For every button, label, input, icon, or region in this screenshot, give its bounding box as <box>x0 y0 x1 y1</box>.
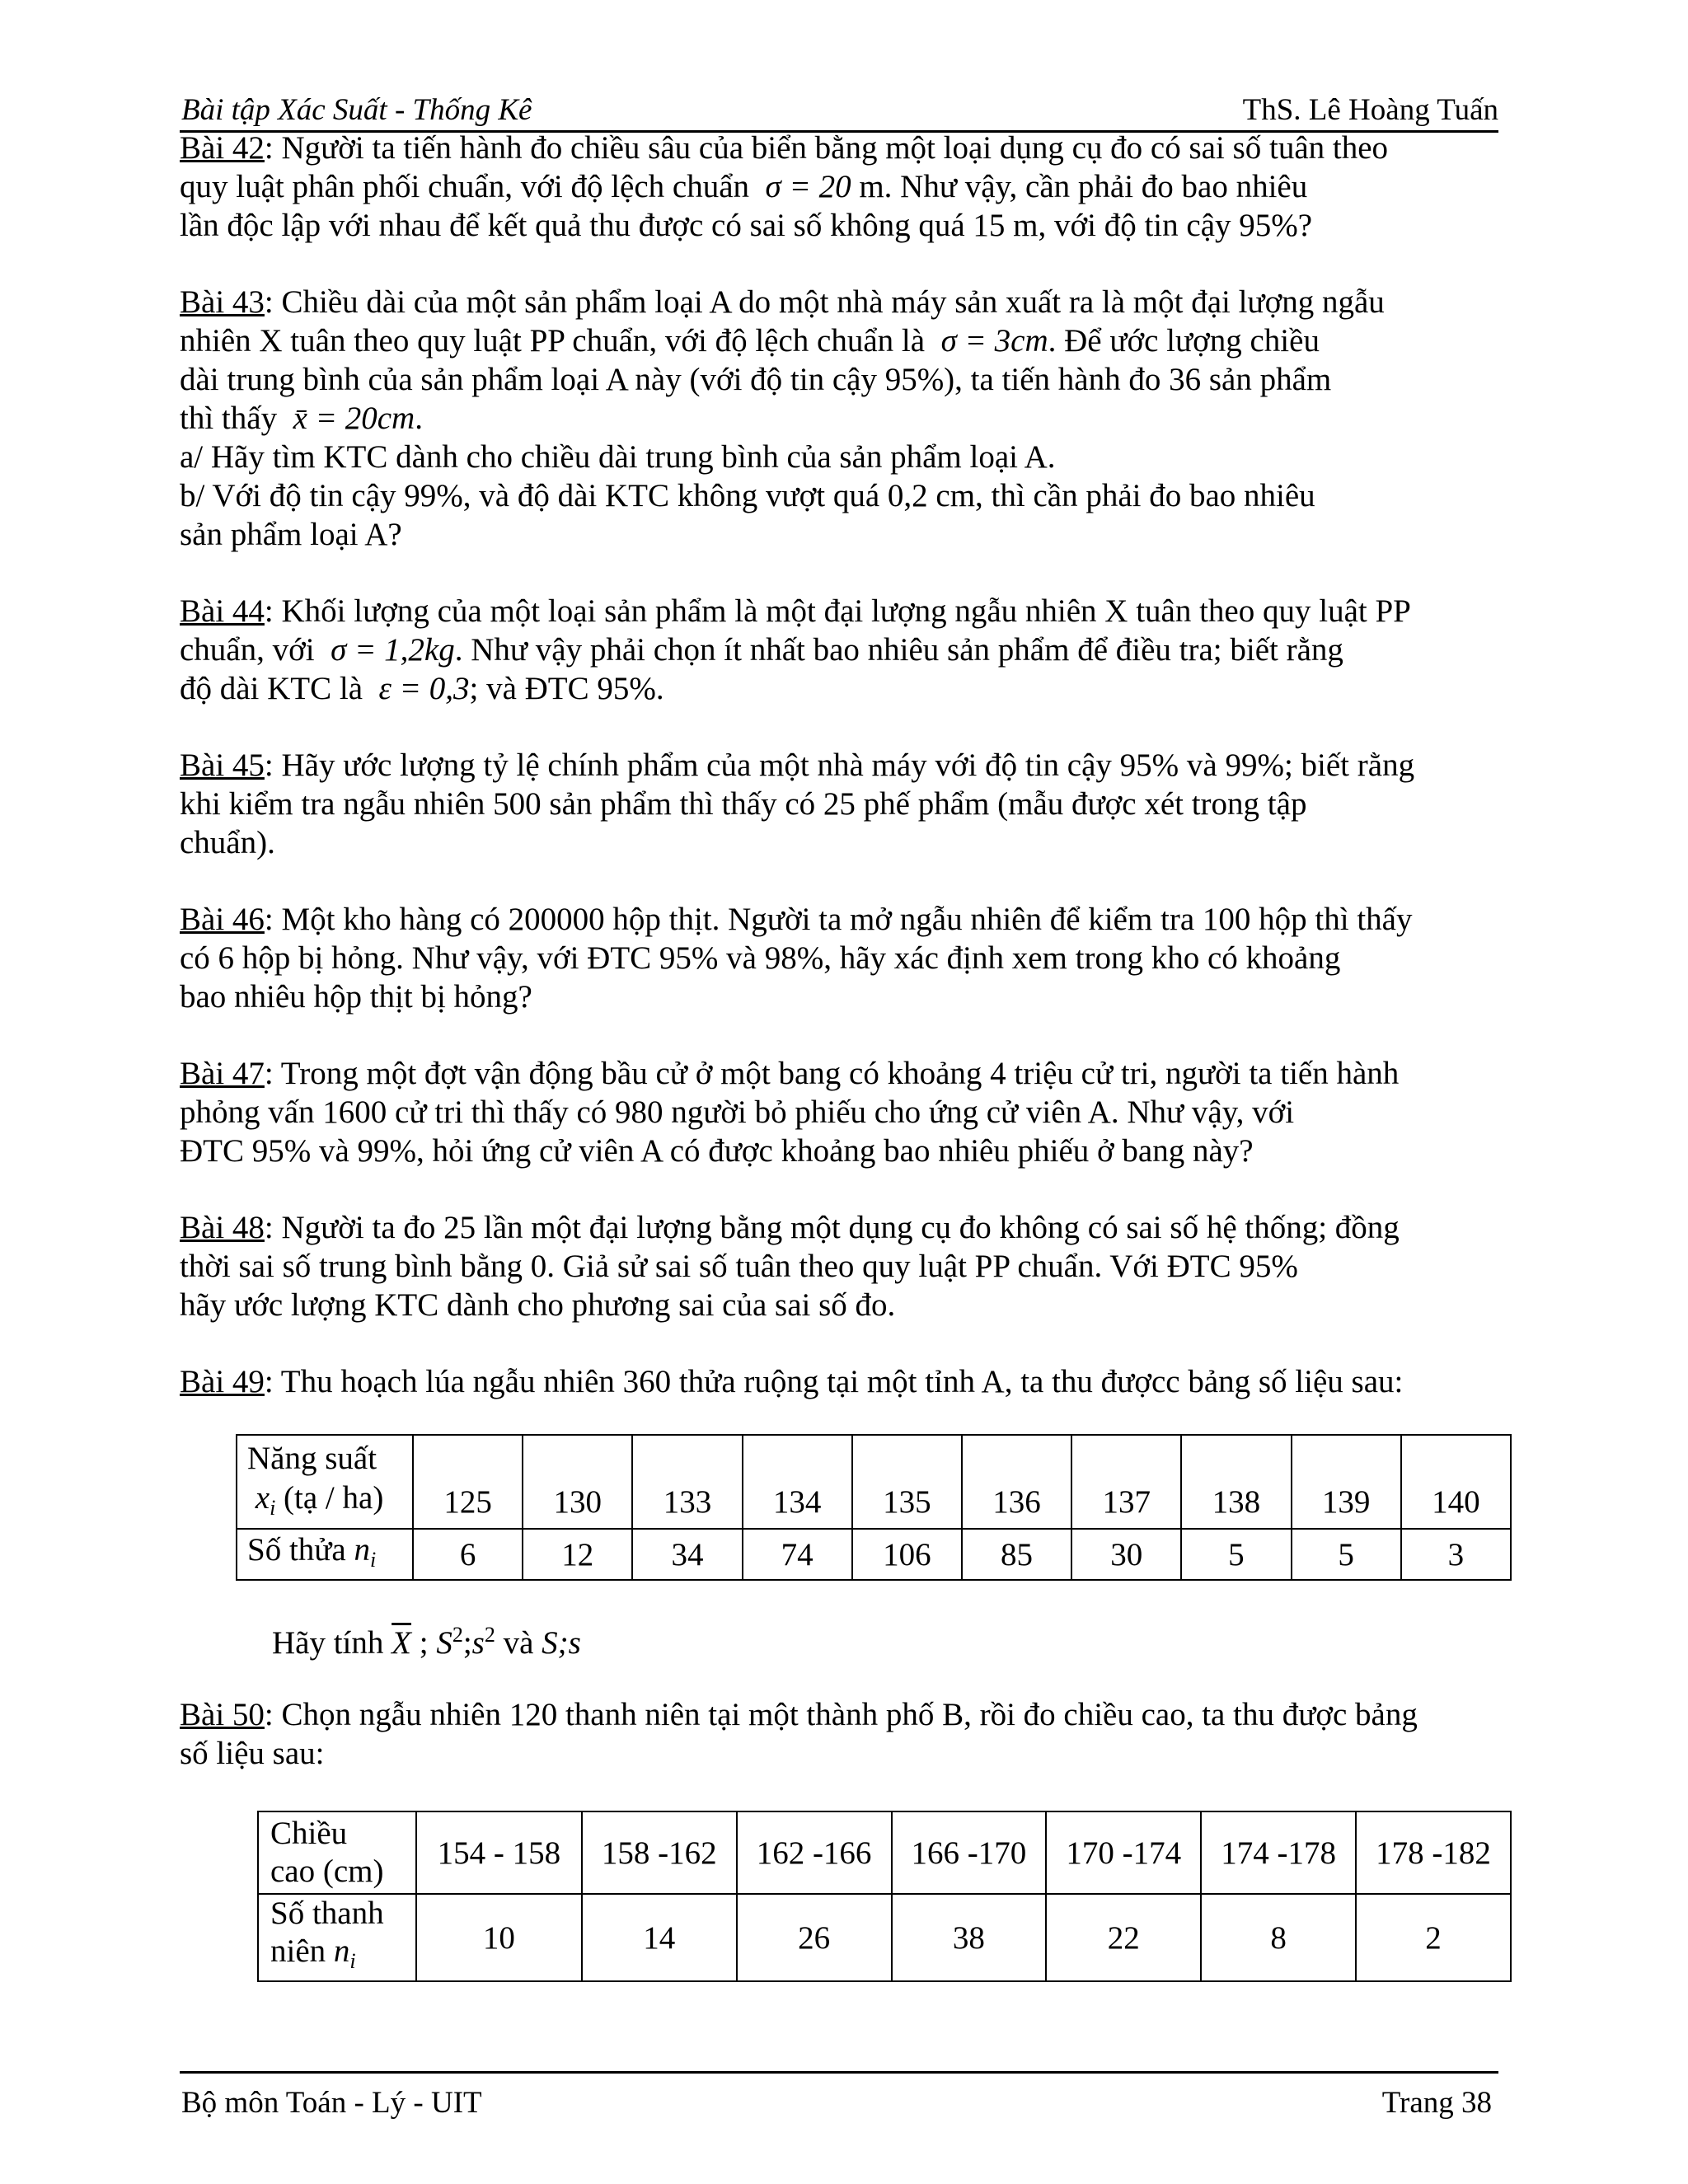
problem-text: : Chiều dài của một sản phẩm loại A do một nhà máy sản xuất ra là một đại lượng ngẫu <box>264 284 1385 320</box>
math-Ss: S;s <box>542 1625 581 1661</box>
page-content <box>180 129 1498 1982</box>
problem-label: Bài 49 <box>180 1364 265 1399</box>
text-run: quy luật phân phối chuẩn, với độ lệch chuẩn <box>180 169 750 204</box>
yield-value-cell: 138 <box>1181 1435 1291 1529</box>
problem-44 <box>180 592 1498 708</box>
height-range-cell: 154 - 158 <box>416 1811 582 1894</box>
problem-49 <box>180 1362 1498 1401</box>
var-n: n <box>354 1531 370 1568</box>
text-run: ; <box>419 1625 437 1661</box>
problem-text: : Thu hoạch lúa ngẫu nhiên 360 thửa ruộng tại một tỉnh A, ta thu đượcc bảng số liệu sau: <box>264 1364 1404 1399</box>
math-s: s <box>471 1625 485 1661</box>
header-text: Chiều <box>270 1816 348 1851</box>
problem-line: phỏng vấn 1600 cử tri thì thấy có 980 người bỏ phiếu cho ứng cử viên A. Như vậy, với <box>180 1094 1295 1130</box>
text-run: độ dài KTC là <box>180 671 363 706</box>
header-text: Số thanh <box>270 1896 384 1931</box>
problem-line <box>180 669 1498 708</box>
height-range-cell: 158 -162 <box>582 1811 737 1894</box>
text-run: ; <box>462 1625 472 1661</box>
footer-department: Bộ môn Toán - Lý - UIT <box>181 2086 482 2120</box>
count-header-cell <box>237 1529 413 1580</box>
problem-label: Bài 43 <box>180 284 265 320</box>
problem-line: số liệu sau: <box>180 1736 325 1771</box>
problem-42 <box>180 129 1498 245</box>
yield-value-cell: 125 <box>413 1435 523 1529</box>
text-run: . <box>415 401 423 436</box>
text-run: và <box>495 1625 542 1661</box>
youth-count-cell: 8 <box>1201 1894 1356 1981</box>
page-footer <box>180 2071 1498 2123</box>
problem-line <box>180 167 1498 206</box>
problem-line: a/ Hãy tìm KTC dành cho chiều dài trung bình của sản phẩm loại A. <box>180 439 1056 475</box>
count-value-cell: 106 <box>852 1529 962 1580</box>
count-value-cell: 34 <box>632 1529 742 1580</box>
height-table <box>257 1811 1512 1982</box>
problem-line: hãy ước lượng KTC dành cho phương sai của sai số đo. <box>180 1287 896 1323</box>
problem-line: ĐTC 95% và 99%, hỏi ứng cử viên A có được khoảng bao nhiêu phiếu ở bang này? <box>180 1133 1254 1169</box>
subscript: i <box>270 1496 276 1520</box>
count-value-cell: 5 <box>1292 1529 1401 1580</box>
count-value-cell: 85 <box>962 1529 1071 1580</box>
yield-value-cell: 134 <box>743 1435 852 1529</box>
count-value-cell: 5 <box>1181 1529 1291 1580</box>
page-header <box>180 89 1498 133</box>
problem-line <box>180 630 1498 669</box>
header-author: ThS. Lê Hoàng Tuấn <box>1242 93 1498 127</box>
unit: (tạ / ha) <box>275 1480 384 1516</box>
problem-label: Bài 50 <box>180 1697 265 1732</box>
problem-line: thời sai số trung bình bằng 0. Giả sử sai số tuân theo quy luật PP chuẩn. Với ĐTC 95% <box>180 1249 1298 1284</box>
text-run: Hãy tính <box>272 1625 392 1661</box>
height-range-cell: 178 -182 <box>1356 1811 1511 1894</box>
problem-label: Bài 47 <box>180 1056 265 1091</box>
yield-value-cell: 135 <box>852 1435 962 1529</box>
yield-value-cell: 137 <box>1071 1435 1181 1529</box>
youth-count-cell: 22 <box>1046 1894 1201 1981</box>
youth-count-cell: 2 <box>1356 1894 1511 1981</box>
count-value-cell: 30 <box>1071 1529 1181 1580</box>
math-sigma: σ = 20 <box>765 169 851 204</box>
problem-line: dài trung bình của sản phẩm loại A này (với độ tin cậy 95%), ta tiến hành đo 36 sản phẩm <box>180 362 1332 397</box>
problem-text: : Một kho hàng có 200000 hộp thịt. Người ta mở ngẫu nhiên để kiểm tra 100 hộp thì thấy <box>264 902 1413 937</box>
problem-line: bao nhiêu hộp thịt bị hỏng? <box>180 979 532 1015</box>
youth-count-header-cell <box>258 1894 416 1981</box>
header-text-2 <box>247 1479 412 1528</box>
height-header-cell <box>258 1811 416 1894</box>
count-value-cell: 3 <box>1401 1529 1511 1580</box>
math-S: S <box>436 1625 452 1661</box>
count-value-cell: 74 <box>743 1529 852 1580</box>
problem-text: : Khối lượng của một loại sản phẩm là một đại lượng ngẫu nhiên X tuân theo quy luật PP <box>264 593 1411 629</box>
problem-label: Bài 45 <box>180 748 265 783</box>
yield-value-cell: 133 <box>632 1435 742 1529</box>
text-run: . Như vậy phải chọn ít nhất bao nhiêu sản phẩm để điều tra; biết rằng <box>454 632 1343 668</box>
youth-count-cell: 14 <box>582 1894 737 1981</box>
problem-text: : Trong một đợt vận động bầu cử ở một bang có khoảng 4 triệu cử tri, người ta tiến hành <box>264 1056 1400 1091</box>
problem-line: sản phẩm loại A? <box>180 517 402 552</box>
problem-text: : Hãy ước lượng tỷ lệ chính phẩm của một nhà máy với độ tin cậy 95% và 99%; biết rằng <box>264 748 1415 783</box>
yield-value-cell: 130 <box>523 1435 632 1529</box>
text-run: ; và ĐTC 95%. <box>469 671 664 706</box>
height-range-cell: 174 -178 <box>1201 1811 1356 1894</box>
yield-value-cell: 140 <box>1401 1435 1511 1529</box>
text-run: niên <box>270 1933 334 1969</box>
problem-50 <box>180 1695 1498 1773</box>
problem-text: : Người ta đo 25 lần một đại lượng bằng một dụng cụ đo không có sai số hệ thống; đồng <box>264 1210 1400 1245</box>
table-row <box>258 1811 1511 1894</box>
header-course-title: Bài tập Xác Suất - Thống Kê <box>181 93 532 127</box>
youth-count-cell: 38 <box>892 1894 1047 1981</box>
table-row <box>237 1529 1511 1580</box>
page-number: Trang 38 <box>1381 2086 1492 2120</box>
text-run: chuẩn, với <box>180 632 315 668</box>
table-row <box>258 1894 1511 1981</box>
yield-table <box>236 1434 1512 1581</box>
text-run: . Để ước lượng chiều <box>1048 323 1320 359</box>
count-value-cell: 6 <box>413 1529 523 1580</box>
problem-47 <box>180 1054 1498 1170</box>
problem-48 <box>180 1208 1498 1324</box>
table-row <box>237 1435 1511 1529</box>
problem-text: : Chọn ngẫu nhiên 120 thanh niên tại một thành phố B, rồi đo chiều cao, ta thu được bảng <box>264 1697 1418 1732</box>
count-value-cell: 12 <box>523 1529 632 1580</box>
subscript: i <box>369 1547 377 1572</box>
problem-line: có 6 hộp bị hỏng. Như vậy, với ĐTC 95% và 98%, hãy xác định xem trong kho có khoảng <box>180 940 1341 976</box>
header-text-2: cao (cm) <box>270 1854 384 1889</box>
problem-line: khi kiểm tra ngẫu nhiên 500 sản phẩm thì thấy có 25 phế phẩm (mẫu được xét trong tập <box>180 786 1307 822</box>
header-text-2 <box>270 1933 415 1980</box>
subscript: i <box>349 1949 356 1973</box>
problem-label: Bài 48 <box>180 1210 265 1245</box>
problem-line <box>180 399 1498 438</box>
var-n: n <box>333 1933 350 1969</box>
problem-line: b/ Với độ tin cậy 99%, và độ dài KTC không vượt quá 0,2 cm, thì cần phải đo bao nhiêu <box>180 478 1315 513</box>
text-run: m. Như vậy, cần phải đo bao nhiêu <box>851 169 1308 204</box>
youth-count-cell: 26 <box>737 1894 892 1981</box>
text-run: nhiên X tuân theo quy luật PP chuẩn, với độ lệch chuẩn là <box>180 323 926 359</box>
math-sigma: σ = 1,2kg <box>331 632 455 668</box>
problem-text: : Người ta tiến hành đo chiều sâu của biển bằng một loại dụng cụ đo có sai số tuân theo <box>264 130 1389 166</box>
problem-46 <box>180 900 1498 1016</box>
youth-count-cell: 10 <box>416 1894 582 1981</box>
problem-label: Bài 42 <box>180 130 265 166</box>
height-range-cell: 162 -166 <box>737 1811 892 1894</box>
problem-label: Bài 46 <box>180 902 265 937</box>
superscript: 2 <box>452 1623 463 1647</box>
math-xbar: $\overline{X}$ <box>392 1625 411 1661</box>
problem-45 <box>180 746 1498 862</box>
math-sigma: σ = 3cm <box>940 323 1048 359</box>
problem-line: lần độc lập với nhau để kết quả thu được có sai số không quá 15 m, với độ tin cậy 95%? <box>180 208 1313 243</box>
text-run: thì thấy <box>180 401 278 436</box>
yield-header-cell <box>237 1435 413 1529</box>
math-epsilon: ε = 0,3 <box>378 671 470 706</box>
height-range-cell: 166 -170 <box>892 1811 1047 1894</box>
problem-43 <box>180 283 1498 554</box>
height-range-cell: 170 -174 <box>1046 1811 1201 1894</box>
compute-request <box>272 1615 1498 1662</box>
problem-line <box>180 321 1498 360</box>
yield-value-cell: 136 <box>962 1435 1071 1529</box>
superscript: 2 <box>484 1623 495 1647</box>
problem-line: chuẩn). <box>180 825 275 860</box>
header-text: Số thửa <box>247 1531 354 1568</box>
math-mean: x̄ = 20cm <box>293 401 415 436</box>
header-text: Năng suất <box>247 1441 377 1476</box>
problem-label: Bài 44 <box>180 593 265 629</box>
yield-value-cell: 139 <box>1292 1435 1401 1529</box>
var-x: x <box>255 1480 270 1516</box>
